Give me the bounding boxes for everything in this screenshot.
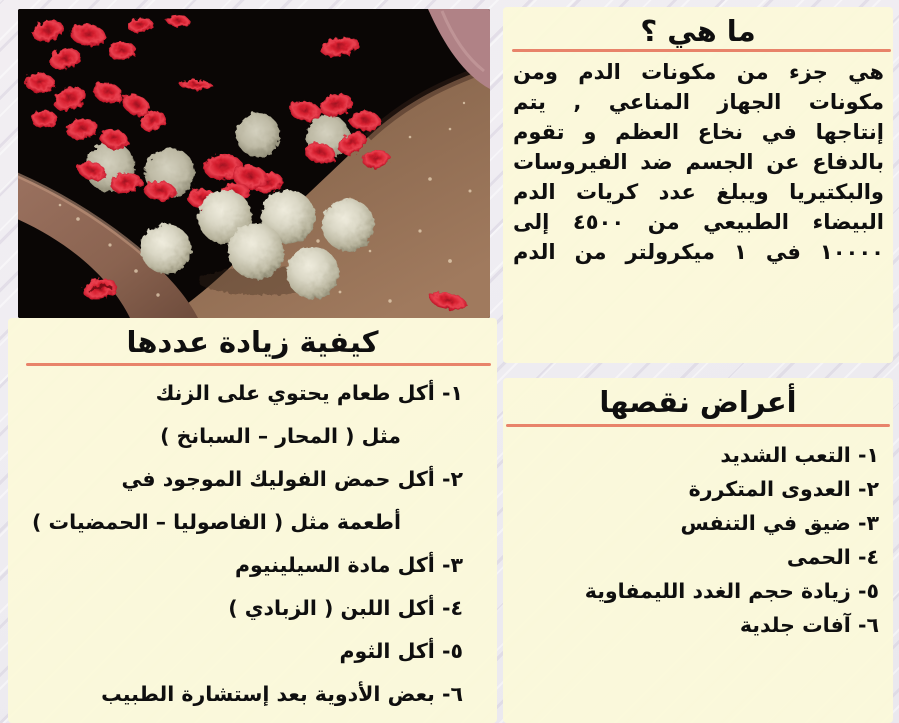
- what-title-underline: [512, 49, 891, 52]
- list-item: ١- التعب الشديد: [720, 443, 879, 467]
- what-section-title: ما هي ؟: [640, 14, 756, 48]
- list-item-continuation: مثل ( المحار – السبانخ ): [160, 424, 401, 448]
- what-section: [503, 7, 893, 363]
- symptoms-section: [503, 378, 893, 723]
- list-item: ٣- ضيق في التنفس: [680, 511, 879, 535]
- blood-cells-micrograph: [18, 9, 490, 318]
- list-item: ٣- أكل مادة السيلينيوم: [235, 553, 463, 577]
- list-item: ٦- بعض الأدوية بعد إستشارة الطبيب: [101, 682, 463, 706]
- what-section-body: هي جزء من مكونات الدم ومن مكونات الجهاز المناعي , يتم إنتاجها في نخاع العظم و تقوم بالدفاع عن الجسم ضد الفيروسات والبكتيريا ويبلغ عدد كريات الدم البيضاء الطبيعي من ٤٥٠٠ إلى ١٠٠٠٠ في ١ ميكرولتر من الدم: [513, 60, 884, 264]
- symptoms-list: [511, 438, 879, 642]
- increase-list: [16, 372, 463, 716]
- list-item: ٥- أكل الثوم: [339, 639, 463, 663]
- increase-section: [8, 318, 497, 723]
- list-item: ١- أكل طعام يحتوي على الزنك: [155, 381, 463, 405]
- increase-section-title: كيفية زيادة عددها: [126, 325, 379, 359]
- blood-cells-photo: [18, 9, 490, 318]
- symptoms-title-underline: [506, 424, 890, 427]
- increase-title-underline: [26, 363, 491, 366]
- symptoms-section-title: أعراض نقصها: [599, 385, 797, 419]
- list-item: ٤- أكل اللبن ( الزبادي ): [228, 596, 463, 620]
- list-item: ٢- أكل حمض الفوليك الموجود في: [121, 467, 463, 491]
- list-item: ٥- زيادة حجم الغدد الليمفاوية: [584, 579, 879, 603]
- list-item-continuation: أطعمة مثل ( الفاصوليا – الحمضيات ): [32, 510, 401, 534]
- list-item: ٦- آفات جلدية: [739, 613, 879, 637]
- list-item: ٤- الحمى: [786, 545, 879, 569]
- list-item: ٢- العدوى المتكررة: [688, 477, 879, 501]
